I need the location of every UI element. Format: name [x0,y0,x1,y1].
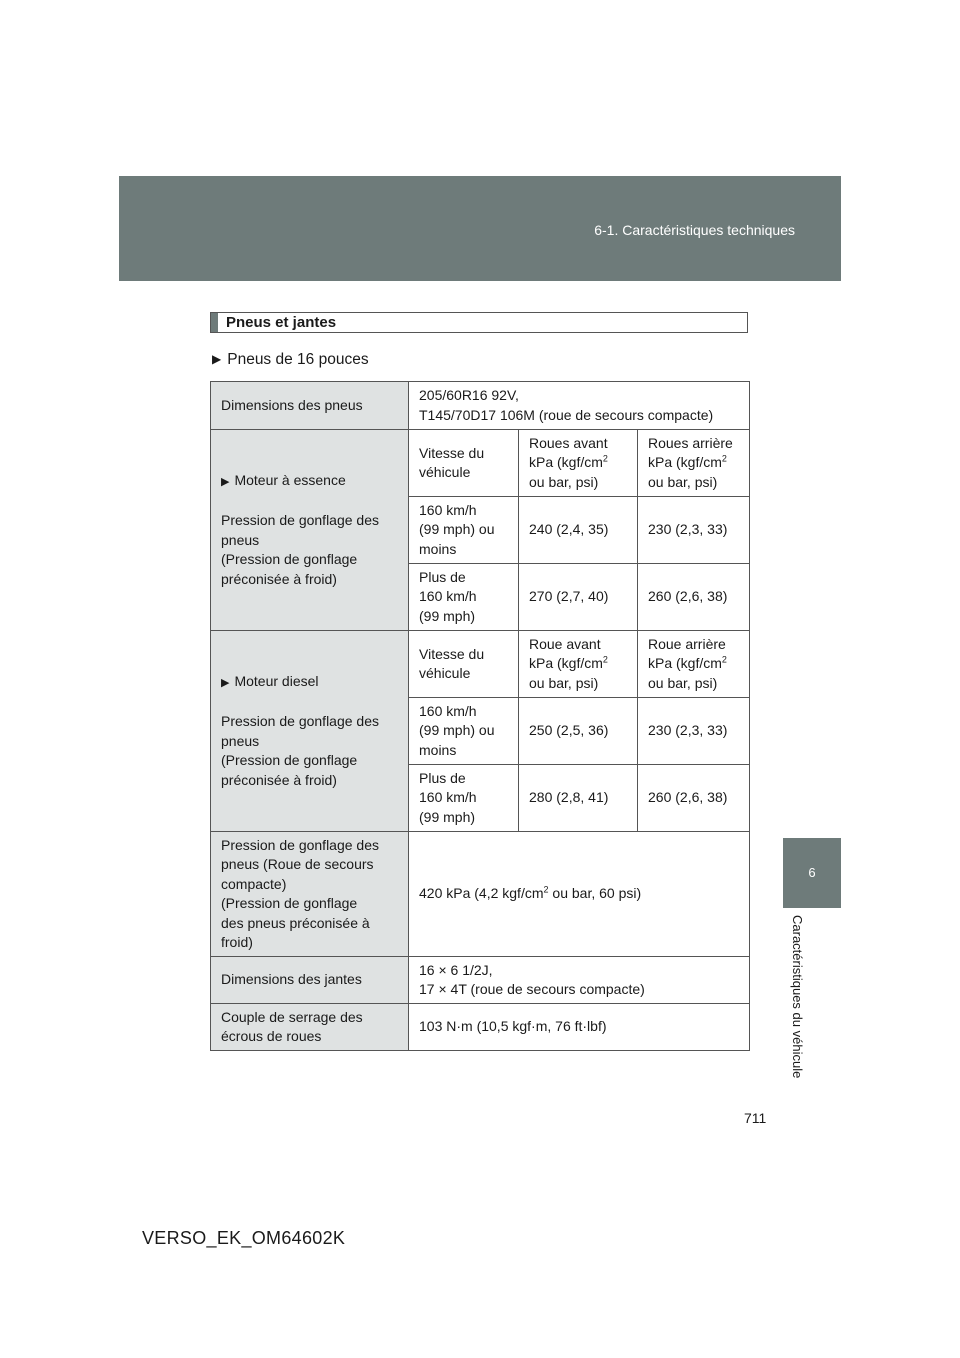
diesel-label-line: préconisée à froid) [221,771,337,788]
unit-text: kPa (kgf/cm [529,655,603,672]
speed-line: 160 km/h [419,588,477,605]
rear-pressure-cell: 260 (2,6, 38) [638,564,750,631]
unit-text: kPa (kgf/cm [648,454,722,471]
triangle-marker-icon: ▶ [221,676,230,689]
speed-line: 160 km/h [419,789,477,806]
unit-text: kPa (kgf/cm [648,655,722,672]
tire-size-value [409,382,750,430]
triangle-marker-icon: ▶ [212,352,222,366]
spare-label-line: froid) [221,934,253,950]
header-line [648,654,739,674]
superscript: 2 [543,884,549,895]
petrol-label-cell [211,430,409,631]
header-line: Roue arrière [648,635,726,652]
diesel-front-header [519,631,638,698]
spare-pressure-label [211,832,409,957]
header-section-label: 6-1. Caractéristiques techniques [594,222,795,238]
header-line: véhicule [419,464,471,480]
header-line: Roues avant [529,434,608,451]
diesel-speed-header [409,631,519,698]
speed-line: (99 mph) ou [419,521,495,538]
spare-label-line: compacte) [221,875,287,892]
torque-label [211,1004,409,1051]
subheading-text: Pneus de 16 pouces [227,351,369,368]
speed-cell [409,698,519,765]
torque-label-line: Couple de serrage des [221,1008,363,1025]
rear-pressure-cell: 260 (2,6, 38) [638,765,750,832]
footer-manual-code: VERSO_EK_OM64602K [142,1228,346,1248]
superscript: 2 [602,453,608,464]
subheading [212,351,369,369]
header-line: Vitesse du [419,444,485,461]
table-row-torque [211,1004,750,1051]
spare-value-text: 420 kPa (4,2 kgf/cm [419,885,544,902]
header-band [119,176,841,281]
speed-line: 160 km/h [419,702,477,719]
header-line: ou bar, psi) [648,674,718,691]
tire-spec-table [210,381,750,1051]
spare-label-line: des pneus préconisée à [221,914,370,931]
petrol-rear-header [638,430,750,497]
table-row-diesel-header [211,631,750,698]
front-pressure-cell: 280 (2,8, 41) [519,765,638,832]
superscript: 2 [721,453,727,464]
speed-line: 160 km/h [419,501,477,518]
petrol-engine-line [221,471,398,493]
header-line [529,654,627,674]
petrol-engine: Moteur à essence [234,471,346,488]
wheel-size-value [409,957,750,1004]
petrol-label-line: préconisée à froid) [221,570,337,587]
header-line: ou bar, psi) [648,473,718,490]
superscript: 2 [721,654,727,665]
table-row-wheel-size [211,957,750,1004]
spare-pressure-value [409,832,750,957]
petrol-label-line: Pression de gonflage des [221,512,379,529]
table-row-tire-size [211,382,750,430]
front-pressure-cell: 240 (2,4, 35) [519,497,638,564]
diesel-label-line: pneus [221,732,260,749]
spare-label-line: Pression de gonflage des [221,836,379,853]
diesel-label-cell [211,631,409,832]
tire-size-label: Dimensions des pneus [211,382,409,430]
side-tab-number: 6 [783,838,841,908]
speed-line: moins [419,540,457,557]
speed-line: Plus de [419,769,466,786]
rear-pressure-cell: 230 (2,3, 33) [638,497,750,564]
speed-cell [409,564,519,631]
header-line: ou bar, psi) [529,674,599,691]
table-row-spare-pressure [211,832,750,957]
tire-size-value-line1: 205/60R16 92V, [419,387,519,403]
section-title: Pneus et jantes [226,314,337,331]
header-line: ou bar, psi) [529,473,599,490]
unit-text: kPa (kgf/cm [529,454,603,471]
speed-line: (99 mph) ou [419,722,495,739]
speed-line: (99 mph) [419,808,476,825]
diesel-rear-header [638,631,750,698]
header-line [648,453,739,473]
diesel-label-line: Pression de gonflage des [221,713,379,730]
speed-line: Plus de [419,568,466,585]
spare-label-line: pneus (Roue de secours [221,856,374,872]
diesel-label-line: (Pression de gonflage [221,752,358,769]
header-line [529,453,627,473]
diesel-engine-line [221,672,398,694]
petrol-front-header [519,430,638,497]
wheel-size-value-line2: 17 × 4T (roue de secours compacte) [419,981,645,997]
section-accent [211,313,218,332]
petrol-label-line: pneus [221,531,260,548]
diesel-engine: Moteur diesel [234,672,319,689]
header-line: véhicule [419,665,471,681]
torque-value: 103 N·m (10,5 kgf·m, 76 ft·lbf) [409,1004,750,1051]
spare-value-text: ou bar, 60 psi) [548,885,642,902]
header-line: Roue avant [529,635,601,652]
speed-cell [409,497,519,564]
speed-cell [409,765,519,832]
tire-size-value-line2: T145/70D17 106M (roue de secours compacte) [419,406,714,423]
torque-label-line: écrous de roues [221,1028,322,1044]
page-number: 711 [744,1110,767,1126]
front-pressure-cell: 250 (2,5, 36) [519,698,638,765]
petrol-speed-header [409,430,519,497]
rear-pressure-cell: 230 (2,3, 33) [638,698,750,765]
speed-line: (99 mph) [419,607,476,624]
header-line: Vitesse du [419,645,485,662]
superscript: 2 [602,654,608,665]
wheel-size-value-line1: 16 × 6 1/2J, [419,961,493,978]
header-line: Roues arrière [648,434,733,451]
wheel-size-label: Dimensions des jantes [211,957,409,1004]
triangle-marker-icon: ▶ [221,475,230,488]
front-pressure-cell: 270 (2,7, 40) [519,564,638,631]
table-row-petrol-header [211,430,750,497]
section-title-bar [210,312,748,333]
petrol-label-line: (Pression de gonflage [221,551,358,568]
speed-line: moins [419,741,457,758]
spare-label-line: (Pression de gonflage [221,895,358,911]
side-tab-label: Caractéristiques du véhicule [790,915,805,1079]
